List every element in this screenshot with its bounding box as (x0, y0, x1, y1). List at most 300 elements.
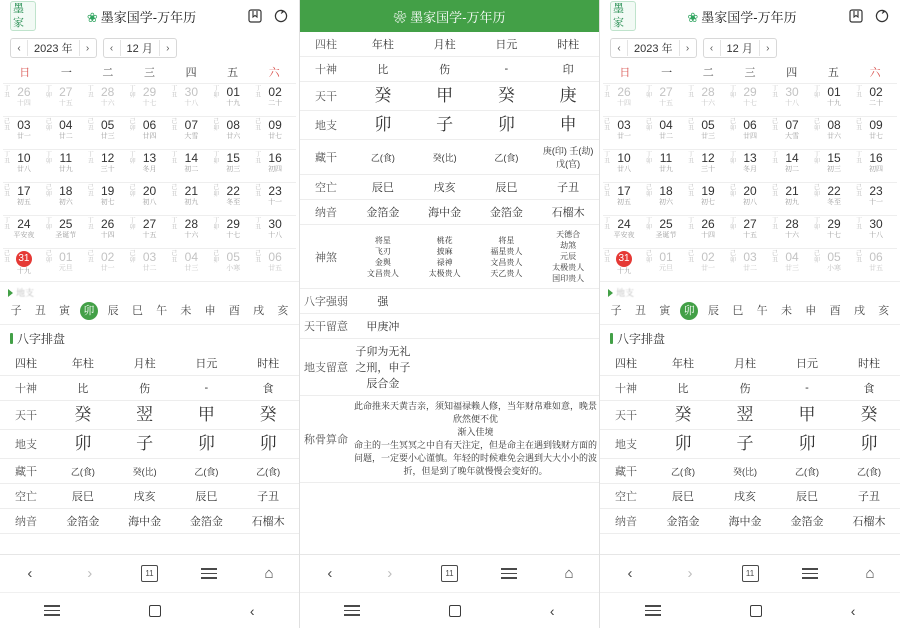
table-cell: 申 (537, 111, 599, 140)
table-row-label: 空亡 (0, 484, 52, 509)
ganzhi-marker: 丁卯 (646, 152, 653, 165)
table-row-label: 称骨算命 (300, 396, 352, 483)
calendar-day-number: 01 (827, 85, 841, 99)
calendar-day-lunar: 廿三 (184, 265, 199, 272)
year-prev-button[interactable]: ‹ (617, 42, 621, 54)
calendar-day-cell[interactable] (771, 215, 813, 248)
recents-lines-icon[interactable] (44, 605, 60, 616)
calendar-day-lunar: 十八 (184, 100, 199, 107)
branch-chip[interactable]: 寅 (59, 305, 71, 317)
branch-chip[interactable]: 戌 (853, 305, 865, 317)
calendar-day-cell[interactable] (3, 116, 45, 149)
calendar-day-lunar: 十六 (100, 100, 115, 107)
menu-lines-icon[interactable] (498, 563, 520, 585)
calendar-day-cell[interactable] (3, 248, 45, 281)
calendar-day-cell[interactable] (855, 83, 897, 116)
calendar-day-cell[interactable] (729, 83, 771, 116)
bazi-detail-scroll[interactable] (300, 0, 599, 628)
calendar-day-number: 15 (226, 151, 240, 165)
branch-chip[interactable]: 未 (780, 305, 792, 317)
calendar-day-cell[interactable] (813, 149, 855, 182)
month-next-button[interactable]: › (766, 42, 770, 54)
calendar-day-cell[interactable] (813, 182, 855, 215)
calendar-day-cell[interactable] (3, 182, 45, 215)
calendar-day-number: 28 (785, 217, 799, 231)
back-chevron-icon[interactable]: ‹ (850, 602, 856, 619)
calendar-day-number: 16 (869, 151, 883, 165)
bookmark-icon[interactable] (848, 8, 864, 24)
ganzhi-marker: 己卯 (646, 185, 653, 198)
branch-chip[interactable]: 卯 (80, 302, 98, 320)
branch-section-label-3 (600, 286, 900, 299)
branch-chip[interactable]: 亥 (878, 305, 890, 317)
branch-chip[interactable]: 辰 (107, 305, 119, 317)
calendar-day-cell[interactable] (254, 215, 296, 248)
calendar-day-lunar: 冬月 (743, 166, 757, 173)
table-header-cell: 年柱 (652, 351, 714, 376)
calendar-day-cell[interactable] (771, 149, 813, 182)
calendar-day-cell[interactable] (45, 149, 87, 182)
table-cell: 时柱 (537, 32, 599, 57)
table-cell: 卯 (52, 430, 114, 459)
year-selector-3[interactable] (610, 38, 697, 58)
calendar-day-number: 09 (268, 118, 282, 132)
calendar-day-number: 21 (785, 184, 799, 198)
table-cell: 甲 (176, 401, 238, 430)
calendar-day-cell[interactable] (687, 149, 729, 182)
calendar-day-cell[interactable] (45, 215, 87, 248)
calendar-day-lunar: 十九 (827, 100, 841, 107)
calendar-day-cell[interactable] (603, 116, 645, 149)
calendar-day-cell[interactable] (3, 83, 45, 116)
table-cell: 卯 (176, 430, 238, 459)
calendar-day-lunar: 廿五 (869, 265, 883, 272)
calendar-day-cell[interactable] (212, 215, 254, 248)
calendar-day-number: 12 (701, 151, 715, 165)
table-row-label: 藏干 (0, 459, 52, 484)
branch-chip[interactable]: 子 (10, 305, 22, 317)
table-cell: 癸 (476, 82, 538, 111)
month-prev-button[interactable]: ‹ (709, 42, 714, 54)
calendar-day-cell[interactable] (813, 116, 855, 149)
calendar-day-cell[interactable] (87, 182, 129, 215)
calendar-day-lunar: 平安夜 (13, 232, 35, 239)
table-row (600, 351, 900, 376)
calendar-day-cell[interactable] (729, 116, 771, 149)
refresh-icon[interactable] (874, 8, 890, 24)
table-cell: 印 (537, 57, 599, 82)
table-cell: 子卯为无礼之刑，申子辰合金 (352, 339, 414, 396)
calendar-day-number: 28 (184, 217, 199, 231)
calendar-day-cell[interactable] (254, 83, 296, 116)
table-cell: 乙(食) (838, 459, 900, 484)
calendar-day-number: 02 (100, 250, 115, 264)
calendar-day-number: 03 (142, 250, 157, 264)
calendar-day-number: 02 (268, 85, 282, 99)
calendar-day-number: 26 (701, 217, 715, 231)
calendar-day-number: 05 (701, 118, 715, 132)
calendar-day-lunar: 廿五 (268, 265, 283, 272)
weekday-6: 六 (869, 67, 881, 79)
ganzhi-marker: 丁丑 (87, 152, 94, 165)
calendar-day-lunar: 十九 (16, 268, 31, 275)
back-chevron-icon[interactable]: ‹ (249, 602, 255, 619)
calendar-day-cell[interactable] (212, 248, 254, 281)
calendar-11-icon[interactable]: 11 (138, 563, 160, 585)
week-headers (0, 62, 299, 83)
calendar-day-cell[interactable] (771, 116, 813, 149)
calendar-day-cell[interactable] (87, 248, 129, 281)
calendar-day-cell[interactable] (254, 149, 296, 182)
year-next-button[interactable]: › (85, 42, 90, 54)
calendar-day-cell[interactable] (771, 248, 813, 281)
calendar-day-number: 03 (617, 118, 631, 132)
calendar-day-cell[interactable] (3, 149, 45, 182)
table-header-cell: 月柱 (714, 351, 776, 376)
app-title-text-3: 墨家国学-万年历 (701, 9, 797, 25)
table-cell: 乙(食) (237, 459, 299, 484)
table-row (300, 339, 599, 396)
calendar-day-cell[interactable] (645, 248, 687, 281)
calendar-day-cell[interactable] (170, 182, 212, 215)
branch-chip[interactable]: 申 (805, 305, 817, 317)
menu-lines-icon[interactable] (198, 563, 220, 585)
month-next-button[interactable]: › (166, 42, 170, 54)
table-cell: 石榴木 (838, 509, 900, 534)
calendar-day-cell[interactable] (687, 215, 729, 248)
calendar-day-cell[interactable] (129, 248, 171, 281)
table-header-cell: 年柱 (52, 351, 114, 376)
calendar-day-cell[interactable] (771, 182, 813, 215)
table-cell: 金箔金 (176, 509, 238, 534)
table-row (0, 351, 299, 376)
bazi-section-title (0, 324, 299, 351)
calendar-day-cell[interactable] (687, 116, 729, 149)
calendar-day-cell[interactable] (855, 149, 897, 182)
calendar-day-cell[interactable] (129, 182, 171, 215)
branch-chip[interactable]: 未 (180, 305, 192, 317)
table-row (600, 401, 900, 430)
month-prev-button[interactable]: ‹ (109, 42, 114, 54)
calendar-day-number: 26 (100, 217, 115, 231)
calendar-day-cell[interactable] (813, 215, 855, 248)
calendar-day-lunar: 十六 (184, 232, 199, 239)
table-cell: 金箔金 (476, 200, 538, 225)
calendar-day-cell[interactable] (87, 116, 129, 149)
ganzhi-marker: 己丑 (171, 119, 178, 132)
ganzhi-marker: 丁卯 (814, 218, 821, 231)
weekday-5: 五 (827, 67, 839, 79)
calendar-day-lunar: 廿二 (142, 265, 157, 272)
table-cell: 将星 飞刃 金舆 文昌贵人 (352, 225, 414, 289)
branch-chip[interactable]: 巳 (131, 305, 143, 317)
table-cell: 食 (838, 376, 900, 401)
calendar-day-number: 13 (142, 151, 157, 165)
ganzhi-marker: 己卯 (730, 119, 737, 132)
table-row (300, 140, 599, 175)
calendar-day-cell[interactable] (813, 248, 855, 281)
table-row (0, 459, 299, 484)
table-cell: - (776, 376, 838, 401)
branch-chip[interactable]: 申 (204, 305, 216, 317)
calendar-day-lunar: 小寒 (827, 265, 841, 272)
calendar-day-cell[interactable] (170, 116, 212, 149)
calendar-day-number: 07 (184, 118, 199, 132)
table-cell (476, 314, 538, 339)
month-selector-3[interactable] (703, 38, 777, 58)
table-cell: 辰巳 (52, 484, 114, 509)
calendar-day-cell[interactable] (87, 83, 129, 116)
calendar-day-cell[interactable] (855, 215, 897, 248)
ganzhi-marker: 丁丑 (604, 152, 611, 165)
month-selector[interactable] (103, 38, 177, 58)
calendar-day-lunar: 十五 (659, 100, 673, 107)
back-arrow-icon[interactable]: ‹ (327, 565, 333, 582)
table-cell: 癸(比) (714, 459, 776, 484)
calendar-day-cell[interactable] (212, 182, 254, 215)
branch-chip[interactable]: 午 (756, 305, 768, 317)
calendar-day-lunar: 冬月 (142, 166, 157, 173)
ganzhi-marker: 丁卯 (814, 152, 821, 165)
branch-chip[interactable]: 巳 (732, 305, 744, 317)
bazi-table-3 (600, 351, 900, 534)
calendar-day-number: 30 (785, 85, 799, 99)
table-row (300, 175, 599, 200)
back-arrow-icon[interactable]: ‹ (27, 565, 33, 582)
ganzhi-marker: 己丑 (255, 251, 262, 264)
calendar-day-number: 06 (869, 250, 883, 264)
ganzhi-marker: 丁卯 (45, 218, 52, 231)
calendar-day-lunar: 三十 (701, 166, 715, 173)
calendar-day-cell[interactable] (855, 116, 897, 149)
ganzhi-marker: 丁卯 (129, 218, 136, 231)
back-chevron-icon[interactable]: ‹ (549, 602, 555, 619)
calendar-day-cell[interactable] (645, 215, 687, 248)
ganzhi-marker: 己丑 (4, 251, 11, 264)
table-cell: 甲 (414, 82, 476, 111)
calendar-day-lunar: 十五 (743, 232, 757, 239)
calendar-day-number: 06 (268, 250, 282, 264)
calendar-day-cell[interactable] (3, 215, 45, 248)
calendar-day-number: 09 (869, 118, 883, 132)
calendar-day-cell[interactable] (254, 116, 296, 149)
calendar-day-number: 11 (659, 151, 673, 165)
ganzhi-marker: 丁卯 (646, 218, 653, 231)
calendar-day-cell[interactable] (687, 248, 729, 281)
calendar-day-cell[interactable] (687, 83, 729, 116)
calendar-day-cell[interactable] (645, 116, 687, 149)
week-headers-3 (600, 62, 900, 83)
home-square-icon[interactable] (449, 605, 461, 617)
branch-section-label (0, 286, 299, 299)
year-prev-button[interactable]: ‹ (17, 42, 21, 54)
table-row-label: 地支留意 (300, 339, 352, 396)
home-icon[interactable]: ⌂ (865, 565, 875, 582)
branch-chip[interactable]: 午 (156, 305, 168, 317)
ganzhi-marker: 己卯 (814, 251, 821, 264)
ganzhi-marker: 己卯 (213, 251, 220, 264)
branch-chip[interactable]: 辰 (707, 305, 719, 317)
app-title-green (394, 7, 506, 26)
calendar-day-cell[interactable] (170, 215, 212, 248)
table-cell: 癸 (52, 401, 114, 430)
calendar-day-number: 20 (142, 184, 157, 198)
calendar-day-lunar: 廿一 (100, 265, 115, 272)
table-cell: 辰巳 (352, 175, 414, 200)
calendar-day-number: 22 (827, 184, 841, 198)
home-square-icon[interactable] (149, 605, 161, 617)
branch-chip[interactable]: 酉 (829, 305, 841, 317)
refresh-icon[interactable] (273, 8, 289, 24)
home-icon[interactable]: ⌂ (264, 565, 274, 582)
forward-arrow-icon[interactable]: › (387, 565, 393, 582)
calendar-day-cell[interactable] (603, 215, 645, 248)
table-row (300, 314, 599, 339)
ganzhi-marker: 己丑 (171, 185, 178, 198)
table-row (600, 430, 900, 459)
branch-chip[interactable]: 子 (610, 305, 622, 317)
branch-selector-section (0, 281, 299, 324)
year-selector[interactable] (10, 38, 97, 58)
calendar-day-cell[interactable] (45, 116, 87, 149)
table-cell: 卯 (476, 111, 538, 140)
calendar-day-cell[interactable] (813, 83, 855, 116)
table-cell: 年柱 (352, 32, 414, 57)
recents-lines-icon[interactable] (645, 605, 661, 616)
year-value: 2023 年 (627, 40, 680, 56)
leaf-icon-green: ❀ (393, 9, 411, 25)
calendar-day-cell[interactable] (603, 83, 645, 116)
calendar-11-icon[interactable]: 11 (438, 563, 460, 585)
calendar-day-number: 08 (827, 118, 841, 132)
month-nav-3 (600, 32, 900, 62)
table-cell: 卯 (652, 430, 714, 459)
ganzhi-marker: 丁卯 (213, 218, 220, 231)
home-square-icon[interactable] (750, 605, 762, 617)
calendar-day-number: 29 (226, 217, 240, 231)
calendar-day-cell[interactable] (603, 149, 645, 182)
calendar-day-lunar: 十四 (16, 100, 31, 107)
calendar-day-number: 23 (268, 184, 282, 198)
forward-arrow-icon[interactable]: › (687, 565, 693, 582)
calendar-11-icon[interactable]: 11 (739, 563, 761, 585)
calendar-day-cell[interactable] (645, 83, 687, 116)
system-nav-bar-3 (600, 592, 900, 628)
calendar-day-cell[interactable] (687, 182, 729, 215)
ganzhi-marker: 丁丑 (772, 218, 779, 231)
calendar-day-cell[interactable] (729, 149, 771, 182)
calendar-day-cell[interactable] (170, 248, 212, 281)
menu-lines-icon[interactable] (799, 563, 821, 585)
calendar-day-cell[interactable] (87, 215, 129, 248)
calendar-day-cell[interactable] (170, 83, 212, 116)
calendar-day-number: 26 (17, 85, 31, 99)
ganzhi-marker: 丁丑 (255, 218, 262, 231)
calendar-day-cell[interactable] (129, 149, 171, 182)
table-row (300, 82, 599, 111)
branch-chip[interactable]: 丑 (634, 305, 646, 317)
weekday-4: 四 (185, 67, 197, 79)
ganzhi-marker: 丁卯 (730, 218, 737, 231)
table-row-label: 十神 (0, 376, 52, 401)
ganzhi-marker: 己卯 (213, 185, 220, 198)
home-icon[interactable]: ⌂ (564, 565, 574, 582)
calendar-day-cell[interactable] (603, 248, 645, 281)
weekday-6: 六 (268, 67, 280, 79)
calendar-day-cell[interactable] (212, 83, 254, 116)
calendar-grid-3 (600, 83, 900, 281)
calendar-day-cell[interactable] (212, 149, 254, 182)
calendar-day-cell[interactable] (212, 116, 254, 149)
branch-chip[interactable]: 酉 (228, 305, 240, 317)
bookmark-icon[interactable] (247, 8, 263, 24)
calendar-day-cell[interactable] (729, 248, 771, 281)
calendar-day-lunar: 廿二 (659, 133, 673, 140)
table-cell: 戌亥 (714, 484, 776, 509)
calendar-day-cell[interactable] (603, 182, 645, 215)
branch-selector-section-3 (600, 281, 900, 324)
branch-chip[interactable]: 亥 (277, 305, 289, 317)
branch-label-text-3: 地支 (616, 288, 635, 298)
branch-chip[interactable]: 戌 (253, 305, 265, 317)
table-cell: 辰巳 (476, 175, 538, 200)
forward-arrow-icon[interactable]: › (87, 565, 93, 582)
calendar-day-cell[interactable] (729, 182, 771, 215)
calendar-day-cell[interactable] (87, 149, 129, 182)
calendar-day-cell[interactable] (45, 182, 87, 215)
calendar-day-cell[interactable] (645, 149, 687, 182)
calendar-day-cell[interactable] (129, 215, 171, 248)
ganzhi-marker: 己卯 (129, 185, 136, 198)
branch-chip[interactable]: 寅 (659, 305, 671, 317)
back-arrow-icon[interactable]: ‹ (627, 565, 633, 582)
calendar-day-cell[interactable] (254, 182, 296, 215)
calendar-day-lunar: 十四 (617, 100, 631, 107)
calendar-day-cell[interactable] (45, 83, 87, 116)
table-cell: 乙(食) (52, 459, 114, 484)
year-next-button[interactable]: › (685, 42, 690, 54)
calendar-day-cell[interactable] (45, 248, 87, 281)
calendar-day-cell[interactable] (771, 83, 813, 116)
calendar-day-cell[interactable] (855, 182, 897, 215)
calendar-day-number: 01 (659, 250, 673, 264)
calendar-day-cell[interactable] (129, 116, 171, 149)
calendar-day-number: 17 (617, 184, 631, 198)
recents-lines-icon[interactable] (344, 605, 360, 616)
table-row (600, 484, 900, 509)
calendar-day-cell[interactable] (254, 248, 296, 281)
table-cell: 食 (237, 376, 299, 401)
branch-chip[interactable]: 卯 (680, 302, 698, 320)
calendar-day-cell[interactable] (855, 248, 897, 281)
calendar-day-lunar: 廿二 (743, 265, 757, 272)
branch-chip[interactable]: 丑 (34, 305, 46, 317)
calendar-day-number: 12 (100, 151, 115, 165)
table-row (600, 376, 900, 401)
ganzhi-marker: 己丑 (772, 185, 779, 198)
table-row-label: 空亡 (300, 175, 352, 200)
calendar-day-cell[interactable] (129, 83, 171, 116)
table-row-label: 天干 (300, 82, 352, 111)
calendar-day-cell[interactable] (645, 182, 687, 215)
calendar-day-cell[interactable] (729, 215, 771, 248)
table-cell: 卯 (237, 430, 299, 459)
calendar-day-lunar: 十七 (827, 232, 841, 239)
calendar-day-cell[interactable] (170, 149, 212, 182)
chenggu-text: 此命推来天黄吉亲，须知福禄赖人修，当年财帛难如意，晚景欣然便不优 渐入佳境 命主的一生冥冥之中自有天注定，但是命主在遇到钱财方面的问题，一定要小心谨慎。年轻的时候难免会遇到大大小小的波折，但是到了晚年就慢慢会变好的。 (352, 396, 599, 483)
weekday-0: 日 (619, 67, 631, 79)
calendar-day-number: 29 (827, 217, 841, 231)
